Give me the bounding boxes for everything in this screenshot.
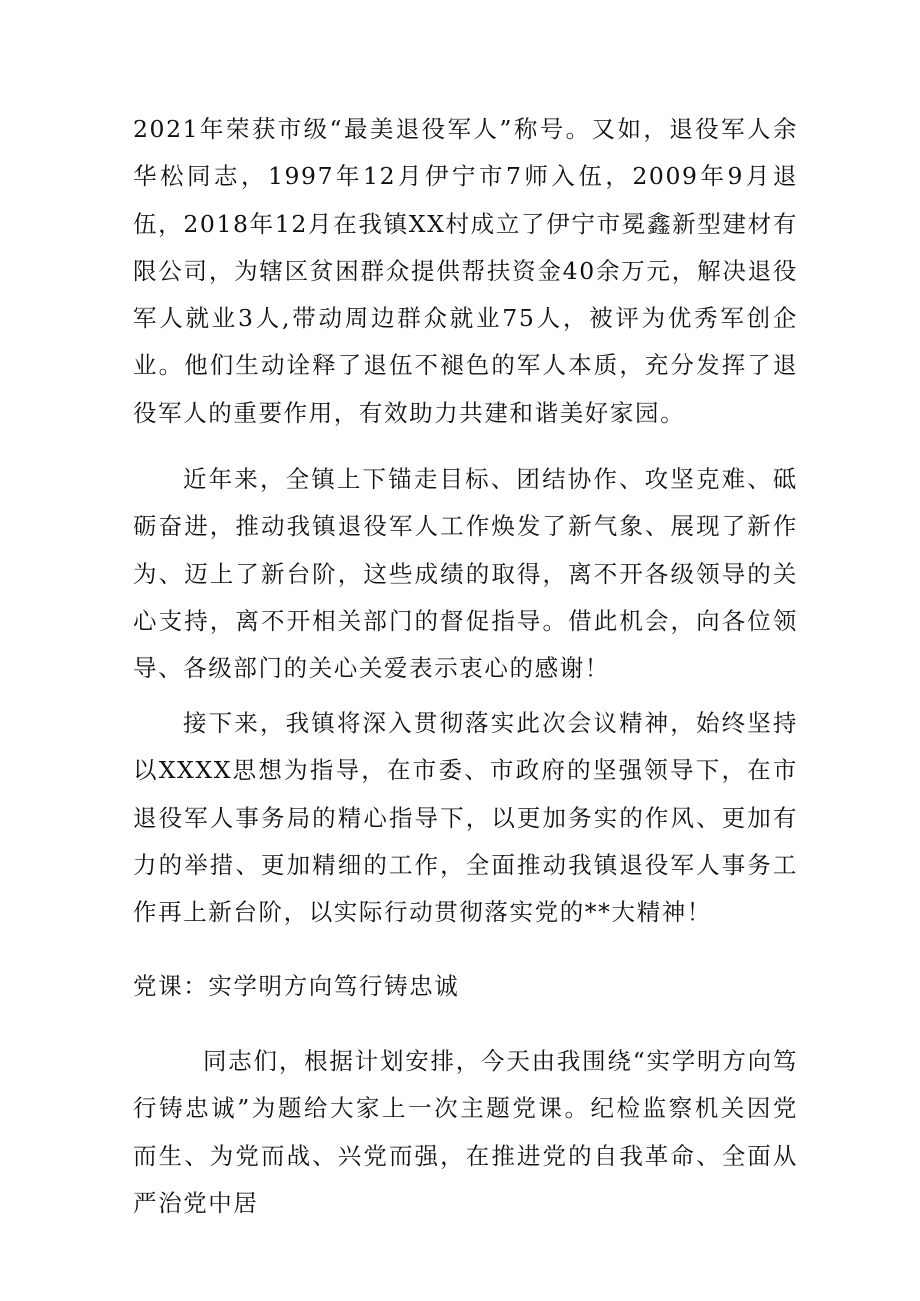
paragraph-party-lesson-intro: 同志们，根据计划安排，今天由我围绕“实学明方向笃行铸忠诚”为题给大家上一次主题党课。纪检监察机关因党而生、为党而战、兴党而强，在推进党的自我革命、全面从严治党中居 — [133, 1047, 798, 1217]
paragraph-achievements-thanks: 近年来，全镇上下锚走目标、团结协作、攻坚克难、砥砺奋进，推动我镇退役军人工作焕发了新气象、展现了新作为、迈上了新台阶，这些成绩的取得，离不开各级领导的关心支持，离不开相关部门的督促指导。借此机会，向各位领导、各级部门的关心关爱表示衷心的感谢！ — [133, 465, 798, 683]
paragraph-next-steps: 接下来，我镇将深入贯彻落实此次会议精神，始终坚持以XXXX思想为指导，在市委、市政府的坚强领导下，在市退役军人事务局的精心指导下，以更加务实的作风、更加有力的举措、更加精细的工作，全面推动我镇退役军人事务工作再上新台阶，以实际行动贯彻落实党的**大精神！ — [133, 709, 798, 927]
paragraph-veterans-examples: 2021年荣获市级“最美退役军人”称号。又如，退役军人余华松同志，1997年12月伊宁市7师入伍，2009年9月退伍，2018年12月在我镇XX村成立了伊宁市冕鑫新型建材有限公司，为辖区贫困群众提供帮扶资金40余万元，解决退役军人就业3人,带动周边群众就业75人，被评为优秀军创企业。他们生动诠释了退伍不褪色的军人本质，充分发挥了退役军人的重要作用，有效助力共建和谐美好家园。 — [133, 115, 798, 427]
section-heading: 党课：实学明方向笃行铸忠诚 — [133, 972, 460, 1000]
